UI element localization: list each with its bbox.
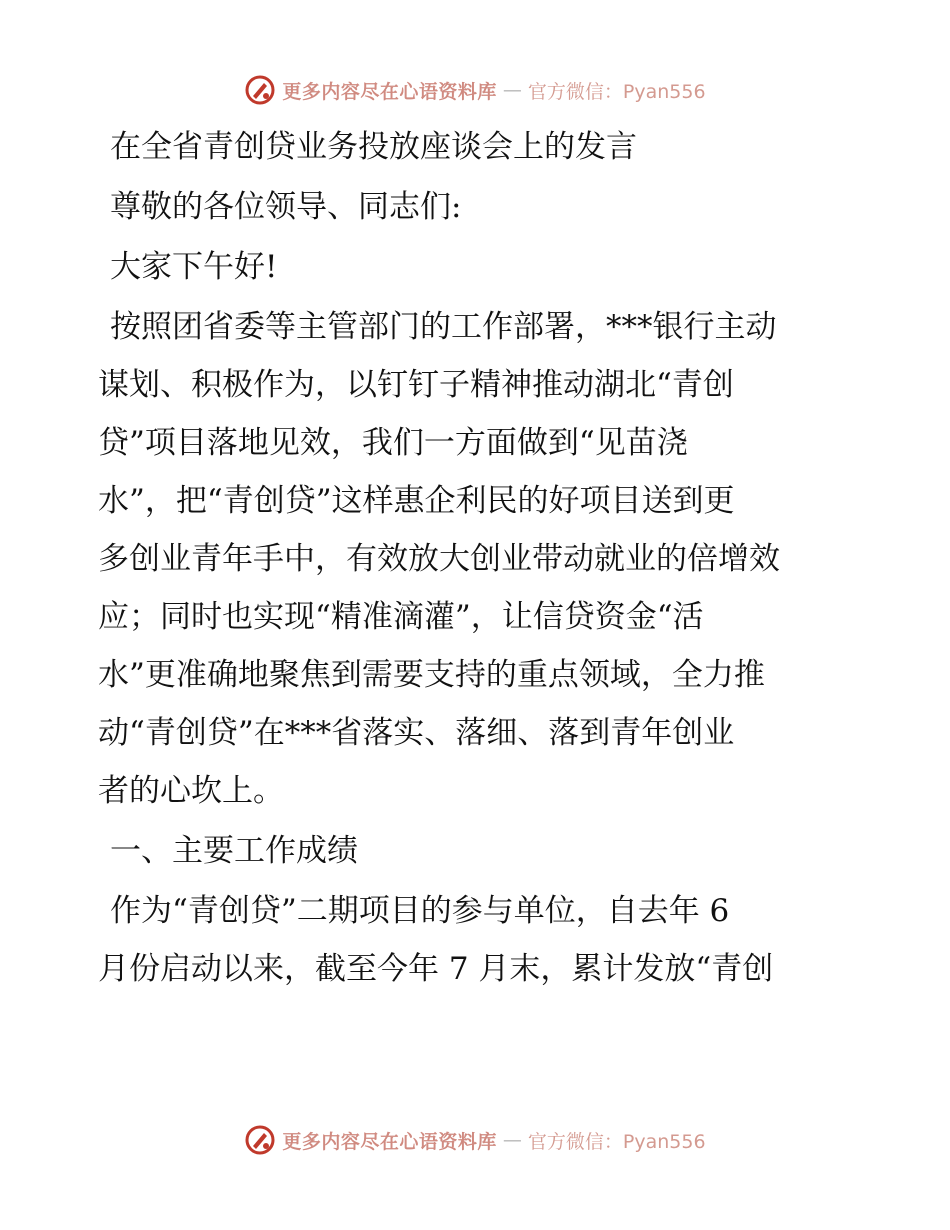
footer-banner-separator: —: [502, 1129, 522, 1151]
paragraph-line: 按照团省委等主管部门的工作部署，***银行主动: [110, 309, 777, 345]
paragraph-line: 应；同时也实现“精准滴灌”，让信贷资金“活: [98, 599, 704, 635]
header-banner-text: 更多内容尽在心语资料库: [282, 80, 497, 103]
paragraph-line: 作为“青创贷”二期项目的参与单位，自去年 6: [110, 893, 730, 929]
paragraph-line: 谋划、积极作为，以钉钉子精神推动湖北“青创: [98, 367, 734, 403]
document-body: [98, 118, 850, 998]
paragraph-line: 水”，把“青创贷”这样惠企利民的好项目送到更: [98, 483, 735, 519]
paragraph-line: 月份启动以来，截至今年 7 月末，累计发放“青创: [98, 951, 774, 987]
header-banner-separator: —: [502, 79, 522, 101]
paragraph-2: [98, 882, 850, 998]
paragraph-line: 水”更准确地聚焦到需要支持的重点领域，全力推: [98, 657, 765, 693]
header-watermark-banner: [0, 70, 950, 110]
footer-watermark-banner: [0, 1120, 950, 1160]
document-title: 在全省青创贷业务投放座谈会上的发言: [110, 129, 637, 165]
logo-icon: [244, 1124, 276, 1156]
paragraph-line: 多创业青年手中，有效放大创业带动就业的倍增效: [98, 541, 780, 577]
logo-icon: [244, 74, 276, 106]
paragraph-line: 者的心坎上。: [98, 773, 284, 809]
section-1-heading: 一、主要工作成绩: [110, 833, 358, 869]
footer-banner-text: 更多内容尽在心语资料库: [282, 1130, 497, 1153]
footer-wechat-label: 官方微信：Pyan556: [527, 1130, 706, 1153]
document-salutation: 大家下午好!: [110, 249, 278, 285]
paragraph-line: 动“青创贷”在***省落实、落细、落到青年创业: [98, 715, 735, 751]
paragraph-line: 贷”项目落地见效，我们一方面做到“见苗浇: [98, 425, 688, 461]
paragraph-1: [98, 298, 850, 820]
document-greeting: 尊敬的各位领导、同志们:: [110, 189, 462, 225]
header-wechat-label: 官方微信：Pyan556: [527, 80, 706, 103]
